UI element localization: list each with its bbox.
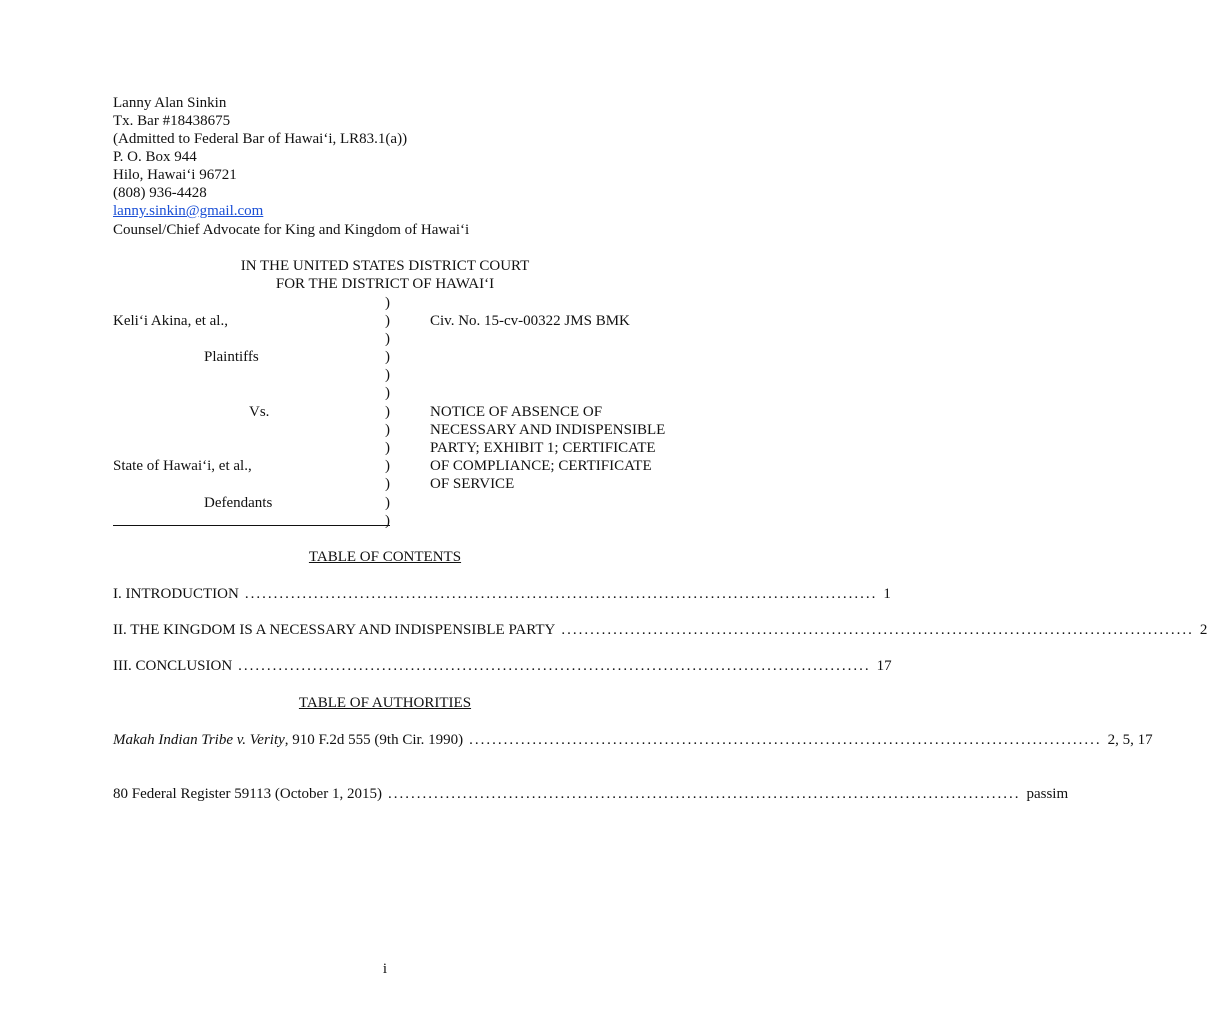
toc-entry-page: 1 — [883, 586, 891, 602]
leader-dots: .............................................................................................................. — [561, 622, 1194, 638]
court-name: IN THE UNITED STATES DISTRICT COURT — [240, 258, 530, 274]
caption-paren: ) — [385, 385, 390, 401]
caption-paren: ) — [385, 295, 390, 311]
defendant-party: State of Hawai‘i, et al., — [113, 458, 252, 474]
attorney-phone: (808) 936-4428 — [113, 185, 207, 201]
plaintiff-role: Plaintiffs — [204, 349, 259, 365]
toa-entry-pages: 2, 5, 17 — [1107, 732, 1153, 748]
caption-paren: ) — [385, 367, 390, 383]
caption-paren: ) — [385, 495, 390, 511]
leader-dots: .............................................................................................................. — [244, 586, 878, 602]
toa-entry — [113, 731, 1153, 749]
versus-label: Vs. — [249, 404, 270, 420]
toc-entry — [113, 585, 891, 603]
toa-heading: TABLE OF AUTHORITIES — [298, 695, 472, 711]
document-title-line: PARTY; EXHIBIT 1; CERTIFICATE — [430, 440, 656, 456]
plaintiff-party: Keli‘i Akina, et al., — [113, 313, 228, 329]
attorney-email-link[interactable]: lanny.sinkin@gmail.com — [113, 203, 264, 219]
toc-entry-label: I. INTRODUCTION — [113, 586, 239, 602]
toc-entry-page: 17 — [876, 658, 892, 674]
document-title-line: OF SERVICE — [430, 476, 515, 492]
document-title-line: OF COMPLIANCE; CERTIFICATE — [430, 458, 652, 474]
page-number: i — [382, 961, 388, 977]
toa-entry — [113, 785, 1069, 803]
leader-dots: .............................................................................................................. — [387, 786, 1021, 802]
case-number: Civ. No. 15-cv-00322 JMS BMK — [430, 313, 630, 329]
attorney-po-box: P. O. Box 944 — [113, 149, 197, 165]
attorney-admission: (Admitted to Federal Bar of Hawai‘i, LR83.1(a)) — [113, 131, 408, 147]
caption-paren: ) — [385, 331, 390, 347]
court-district: FOR THE DISTRICT OF HAWAI‘I — [275, 276, 495, 292]
attorney-city: Hilo, Hawai‘i 96721 — [113, 167, 237, 183]
toc-heading: TABLE OF CONTENTS — [308, 549, 462, 565]
toa-citation: , 910 F.2d 555 (9th Cir. 1990) — [284, 732, 464, 748]
document-title-line: NOTICE OF ABSENCE OF — [430, 404, 603, 420]
toc-entry-label: III. CONCLUSION — [113, 658, 233, 674]
toc-entry-label: II. THE KINGDOM IS A NECESSARY AND INDISPENSIBLE PARTY — [113, 622, 556, 638]
toc-entry — [113, 621, 1207, 639]
caption-paren: ) — [385, 349, 390, 365]
attorney-bar-number: Tx. Bar #18438675 — [113, 113, 231, 129]
toa-entry-label — [113, 731, 463, 749]
toc-entry-page: 2 — [1199, 622, 1207, 638]
toa-case-name: Makah Indian Tribe v. Verity — [113, 732, 285, 748]
caption-paren: ) — [385, 422, 390, 438]
document-title-line: NECESSARY AND INDISPENSIBLE — [430, 422, 666, 438]
caption-paren: ) — [385, 404, 390, 420]
caption-paren: ) — [385, 440, 390, 456]
caption-paren: ) — [385, 313, 390, 329]
caption-paren: ) — [385, 476, 390, 492]
leader-dots: .............................................................................................................. — [238, 658, 871, 674]
leader-dots: .............................................................................................................. — [469, 732, 1102, 748]
caption-divider — [113, 525, 390, 526]
defendant-role: Defendants — [204, 495, 273, 511]
attorney-role: Counsel/Chief Advocate for King and Kingdom of Hawai‘i — [113, 222, 470, 238]
toa-citation: 80 Federal Register 59113 (October 1, 2015) — [113, 786, 382, 802]
toc-entry — [113, 657, 892, 675]
attorney-name: Lanny Alan Sinkin — [113, 95, 227, 111]
toa-entry-pages: passim — [1026, 786, 1069, 802]
caption-paren: ) — [385, 513, 390, 529]
caption-paren: ) — [385, 458, 390, 474]
